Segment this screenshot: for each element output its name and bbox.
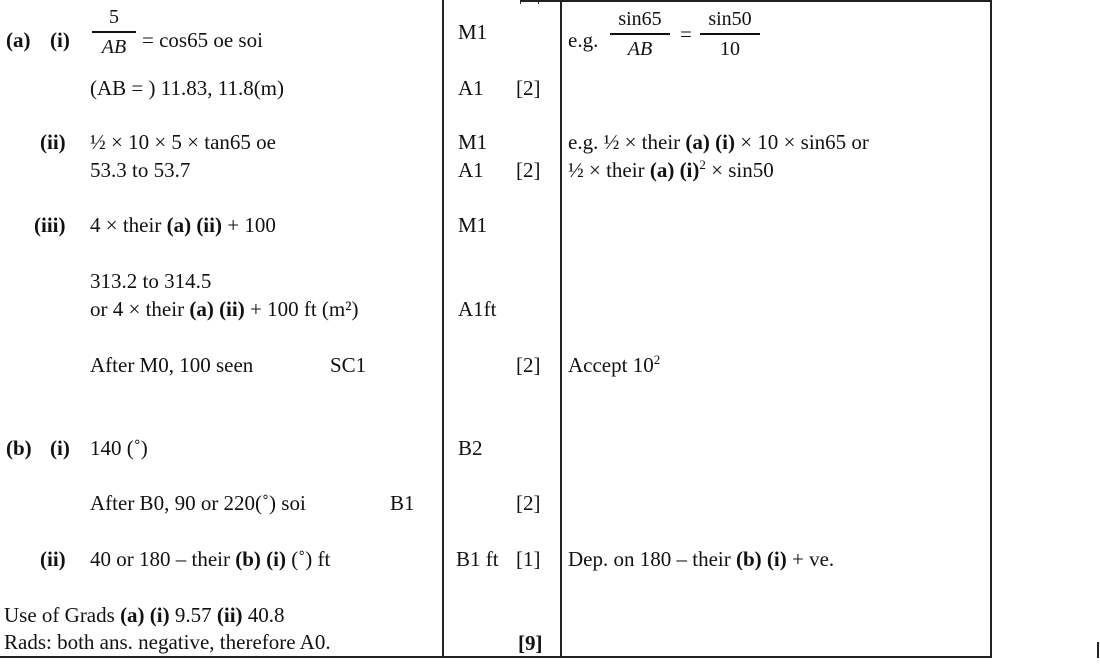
bearing-b-ii-answer — [90, 547, 330, 571]
sine-right-numerator: sin50 — [708, 8, 752, 30]
ab-length-answer — [90, 76, 284, 100]
sine-right-denominator: 10 — [720, 37, 740, 60]
total-a-iii: [2] — [516, 353, 541, 377]
area-alt-method-2 — [568, 158, 774, 182]
grads-pre: Use of Grads — [4, 603, 115, 627]
total-area-method — [90, 213, 276, 237]
mark-m1-a-iii: M1 — [458, 213, 488, 237]
part-a-iii-label: (iii) — [34, 213, 66, 237]
mark-m1-a-i: M1 — [458, 20, 488, 44]
mark-a1ft-a-iii: A1ft — [458, 297, 497, 321]
special-case-mark: SC1 — [330, 353, 367, 377]
total-a-ii: [2] — [516, 158, 541, 182]
fraction-bar — [700, 33, 760, 35]
marks-subcolumn-tick-2 — [538, 0, 539, 4]
table-bottom-border — [0, 656, 992, 658]
dependency-note — [568, 547, 834, 571]
grads-ref-2: (ii) — [216, 603, 243, 627]
mark-a1-a-i: A1 — [458, 76, 484, 100]
fraction-bar — [92, 31, 136, 33]
column-divider-2 — [560, 0, 562, 657]
total-area-method-ref: (a) (ii) — [166, 213, 222, 237]
alt2-power: 2 — [699, 157, 706, 172]
dep-ref: (b) (i) — [735, 547, 787, 571]
sine-equals: = — [680, 22, 692, 46]
total-area-answer: 313.2 to 314.5 — [90, 269, 212, 293]
accept-power: 2 — [653, 352, 661, 367]
grads-note — [4, 603, 285, 627]
bearing-answer: 140 (˚) — [90, 436, 148, 460]
part-a-i-label: (i) — [50, 28, 70, 52]
total-area-method-pre: 4 × their — [90, 213, 162, 237]
ab-length-text: (AB = ) 11.83, 11.8(m) — [90, 76, 285, 100]
sine-left-numerator: sin65 — [618, 8, 662, 30]
alt2-post: × sin50 — [711, 158, 774, 182]
area-answer: 53.3 to 53.7 — [90, 158, 191, 182]
grads-value-1: 9.57 — [174, 603, 212, 627]
accept-text: Accept 10 — [568, 353, 654, 377]
mark-m1-a-ii: M1 — [458, 130, 488, 154]
sine-rule-eg: e.g. — [568, 28, 599, 52]
cos-fraction-denominator: AB — [101, 35, 127, 58]
total-a-i: [2] — [516, 76, 541, 100]
page-edge-mark — [1097, 642, 1099, 658]
mark-b2-b-i: B2 — [458, 436, 483, 460]
area-alt-method-1 — [568, 130, 869, 154]
grads-ref-1: (a) (i) — [120, 603, 170, 627]
mark-a1-a-ii: A1 — [458, 158, 484, 182]
part-a-ii-label: (ii) — [40, 130, 66, 154]
sine-left-denominator: AB — [627, 37, 653, 60]
bearing-partial-note: After B0, 90 or 220(˚) soi — [90, 491, 306, 515]
dep-post: + ve. — [791, 547, 835, 571]
bearing-b-ii-post: (˚) ft — [291, 547, 331, 571]
part-a-label: (a) — [6, 28, 31, 52]
question-total: [9] — [518, 631, 543, 655]
alt1-ref: (a) (i) — [685, 130, 735, 154]
table-top-border — [520, 0, 992, 2]
bearing-b-ii-pre: 40 or 180 – their — [90, 547, 230, 571]
alt1-post: × 10 × sin65 or — [740, 130, 869, 154]
total-area-method-post: + 100 — [227, 213, 276, 237]
total-b-ii: [1] — [516, 547, 541, 571]
follow-through-pre: or 4 × their — [90, 297, 185, 321]
alt1-pre: e.g. ½ × their — [568, 130, 681, 154]
accept-note — [568, 353, 660, 377]
alt2-pre: ½ × their — [568, 158, 645, 182]
table-right-border — [990, 0, 992, 657]
follow-through-post: + 100 ft (m²) — [249, 297, 359, 321]
sine-fraction-right — [700, 8, 760, 60]
rads-note: Rads: both ans. negative, therefore A0. — [4, 630, 331, 654]
total-area-follow-through — [90, 297, 359, 321]
fraction-bar — [610, 33, 670, 35]
mark-b1ft-b-ii: B1 ft — [456, 547, 499, 571]
cos-fraction — [92, 6, 136, 58]
part-b-ii-label: (ii) — [40, 547, 66, 571]
dep-pre: Dep. on 180 – their — [568, 547, 731, 571]
bearing-b-ii-ref: (b) (i) — [235, 547, 286, 571]
marks-subcolumn-tick — [520, 0, 521, 4]
follow-through-ref: (a) (ii) — [189, 297, 245, 321]
area-method: ½ × 10 × 5 × tan65 oe — [90, 130, 277, 154]
total-b-i: [2] — [516, 491, 541, 515]
column-divider-1 — [442, 0, 444, 657]
part-b-label: (b) — [6, 436, 32, 460]
alt2-ref: (a) (i) — [649, 158, 700, 182]
special-case-note: After M0, 100 seen — [90, 353, 254, 377]
cos-fraction-numerator: 5 — [109, 6, 119, 28]
sine-fraction-left — [610, 8, 670, 60]
part-b-i-label: (i) — [50, 436, 70, 460]
grads-value-2: 40.8 — [247, 603, 285, 627]
cos-equation: = cos65 oe soi — [142, 28, 263, 52]
bearing-partial-mark: B1 — [390, 491, 415, 515]
